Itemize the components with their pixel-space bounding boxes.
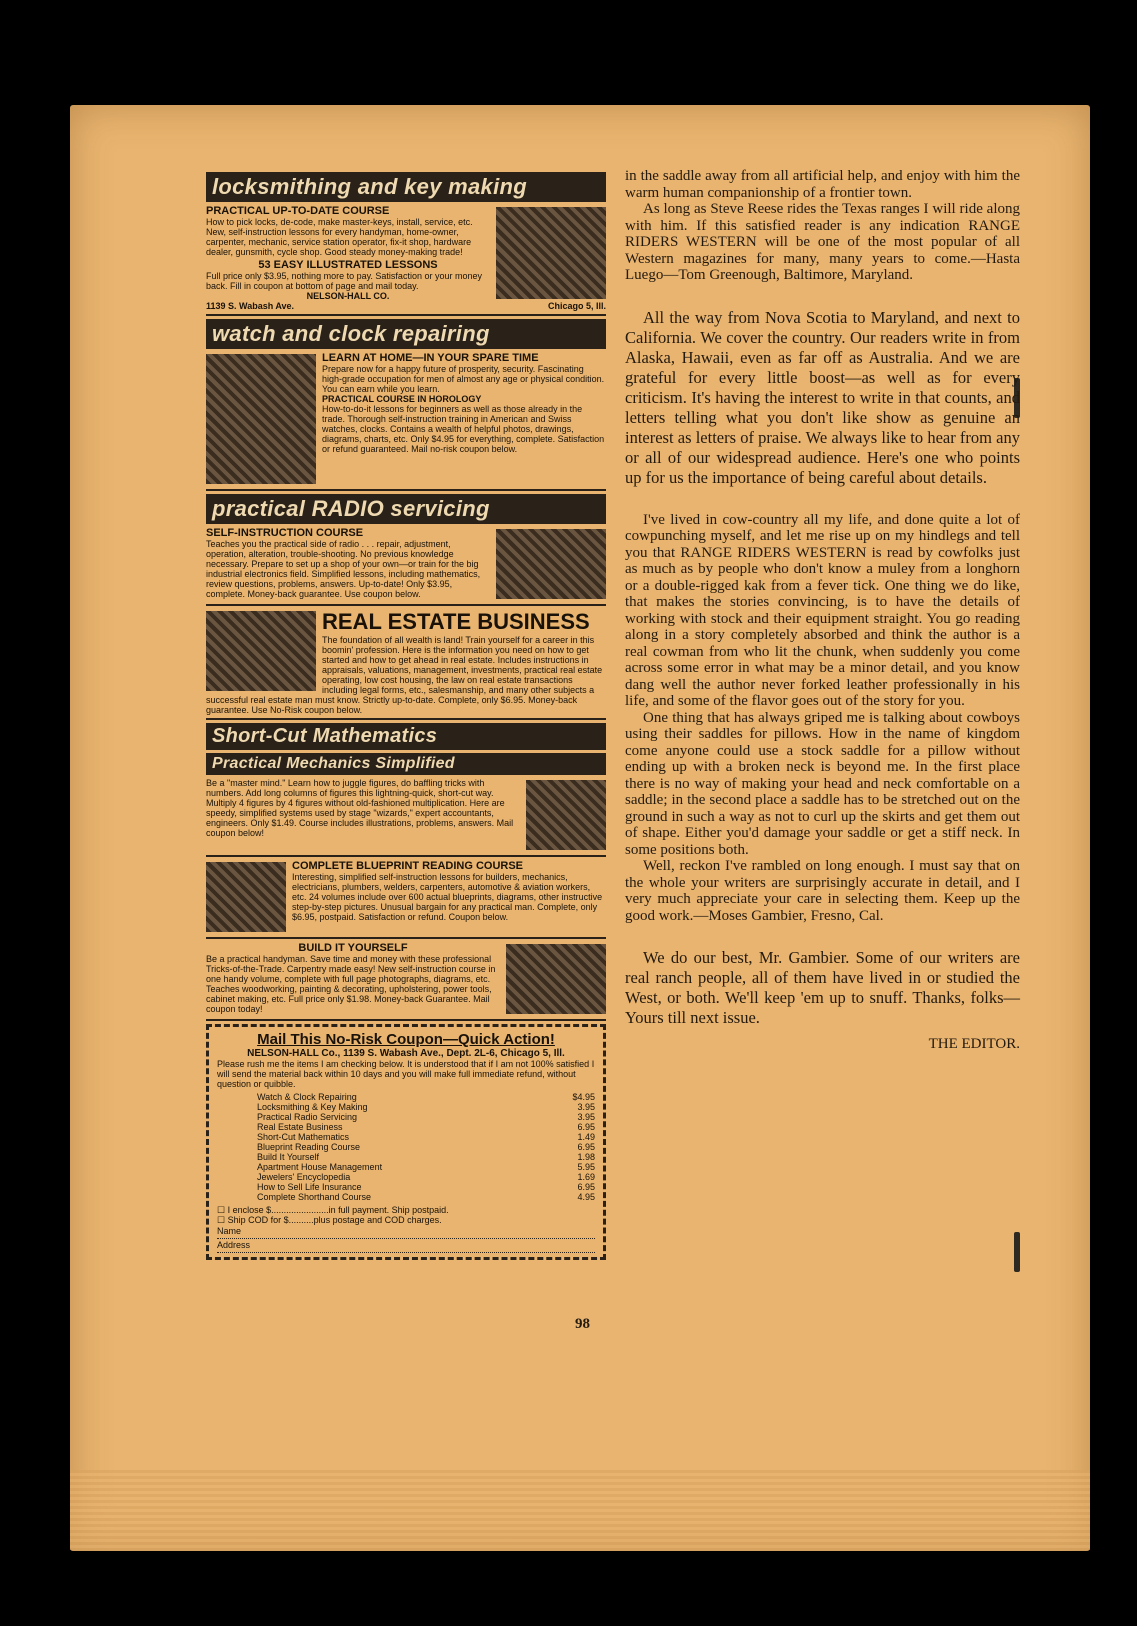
ad-text: Be a "master mind." Learn how to juggle figures, do baffling tricks with numbers. Add long columns of figures this lightning-quick, short-cut way. Multiply 4 figures by 4 figures without old-fashioned multiplication. Here are speedy, simplified systems used by stage "wizards," expert accountants, engineers. Only $1.49. Course includes illustrations, problems, answers. Mail coupon below! — [206, 778, 514, 838]
coupon-item-label: Blueprint Reading Course — [257, 1142, 361, 1152]
coupon-item-price: 6.95 — [577, 1142, 595, 1152]
ad-text: Teaches you the practical side of radio . . . repair, adjustment, operation, alteration, trouble-shooting. No previous knowledge necessary. Prepare to set up a shop of your own—or train for the big industrial electronics field. Simplified lessons, including mathematics, review questions, problems, answers. Up-to-date! Only $3.95, complete. Money-back guarantee. Use coupon below. — [206, 539, 481, 599]
ad-banner: Short-Cut Mathematics — [206, 723, 606, 750]
address-label: Address — [217, 1240, 251, 1250]
coupon-item-label: Build It Yourself — [257, 1152, 320, 1162]
letter-2-para-2: One thing that has always griped me is talking about cowboys using their saddles for pillows. How in the name of kingdom come anyone could use a stock saddle for a pillow without ending up with a broken neck is beyond me. In the first place there is no way of making your head and neck comfortable on a saddle; in the second place a saddle has to be stretched out on the ground in such a way as not to curl up the skirts and get them out of shape. Either you'd damage your saddle or get a stiff neck. In some positions both. — [625, 709, 1020, 858]
coupon-item-label: How to Sell Life Insurance — [257, 1182, 362, 1192]
office-illustration — [206, 611, 316, 691]
coupon-item-label: Watch & Clock Repairing — [257, 1092, 357, 1102]
ad-math — [206, 723, 606, 857]
ad-blueprint — [206, 860, 606, 939]
company-name: NELSON-HALL CO. — [306, 291, 390, 301]
ad-banner: watch and clock repairing — [206, 319, 606, 349]
company-address — [206, 301, 606, 311]
ad-build — [206, 942, 606, 1021]
ad-headline: REAL ESTATE BUSINESS — [322, 609, 590, 634]
name-label: Name — [217, 1226, 242, 1236]
ad-headline: LEARN AT HOME—IN YOUR SPARE TIME — [322, 352, 539, 364]
coupon-item[interactable] — [257, 1112, 595, 1122]
ad-text: The foundation of all wealth is land! Train yourself for a career in this boomin' profession. Here is the information you need on how to get started and how to get ahead in real estate. Includes instructions in appraisals, valuations, management, investments, practical real estate operating, low cost housing, the law on real estate transactions including legal forms, etc., salesmanship, and many other subjects a successful real estate man must know. Strictly up-to-date. Complete, only $6.95. Money-back guarantee. Use No-Risk coupon below. — [206, 635, 603, 715]
coupon-item[interactable] — [257, 1092, 595, 1102]
page-number: 98 — [575, 1316, 590, 1332]
letter-2-para-1: I've lived in cow-country all my life, and done quite a lot of cowpunching myself, and let me rise up on my hindlegs and tell you that RANGE RIDERS WESTERN is read by cowfolks just as much as by people who don't know a muley from a longhorn or a double-rigged kak from a fever tick. One thing we do like, that makes the stories convincing, is to have the details of working with stock and their equipment straight. You go reading along in a story completely absorbed and think the author is a real cowman from who lit the chunk, when suddenly you come across some error in what may be a minor detail, and you know dang well the author never forked leather professionally in his life, and some of the flavor goes out of the story for you. — [625, 511, 1020, 709]
coupon-item[interactable] — [257, 1122, 595, 1132]
coupon-item-label: Locksmithing & Key Making — [257, 1102, 368, 1112]
coupon-item-price: 4.95 — [577, 1192, 595, 1202]
ad-text: How to pick locks, de-code, make master-keys, install, service, etc. New, self-instruction lessons for every handyman, home-owner, carpenter, mechanic, service station operator, fix-it shop, hardware dealer, gunsmith, cycle shop. Good steady money-making trade! — [206, 217, 473, 257]
ad-headline: SELF-INSTRUCTION COURSE — [206, 527, 364, 539]
books-illustration — [206, 862, 286, 932]
ad-banner-sub: Practical Mechanics Simplified — [206, 753, 606, 775]
coupon-item-label: Short-Cut Mathematics — [257, 1132, 350, 1142]
tools-illustration — [506, 944, 606, 1014]
ad-subhead: 53 EASY ILLUSTRATED LESSONS — [258, 259, 438, 271]
ad-banner: locksmithing and key making — [206, 172, 606, 202]
coupon-item-price: 3.95 — [577, 1102, 595, 1112]
watchmaker-illustration — [206, 354, 316, 484]
coupon-item-price: 1.98 — [577, 1152, 595, 1162]
letter-2-para-3: Well, reckon I've rambled on long enough. I must say that on the whole your writers are surprisingly accurate in detail, and I very much appreciate your care in selecting them. Keep up the good work.—Moses Gambier, Fresno, Cal. — [625, 858, 1020, 924]
staple-bottom — [1014, 1232, 1020, 1272]
ad-text: How-to-do-it lessons for beginners as well as those already in the trade. Thorough self-instruction training in American and Swiss watches, clocks. Contains a wealth of helpful photos, drawings, diagrams, charts, etc. Only $4.95 for everything, complete. Satisfaction or refund guaranteed. Mail no-risk coupon below. — [322, 404, 605, 454]
math-symbols-illustration — [526, 780, 606, 850]
coupon-item-price: 5.95 — [577, 1162, 595, 1172]
editor-reply: We do our best, Mr. Gambier. Some of our writers are real ranch people, all of them have lived in or studied the West, or both. We'll keep 'em up to snuff. Thanks, folks—Yours till next issue. — [625, 948, 1020, 1027]
street: 1139 S. Wabash Ave. — [206, 301, 295, 311]
ad-radio — [206, 494, 606, 606]
coupon-address: NELSON-HALL Co., 1139 S. Wabash Ave., Dept. 2L-6, Chicago 5, Ill. — [247, 1048, 565, 1059]
ad-headline: BUILD IT YOURSELF — [298, 942, 408, 954]
ad-headline: COMPLETE BLUEPRINT READING COURSE — [292, 860, 524, 872]
coupon-item-label: Practical Radio Servicing — [257, 1112, 358, 1122]
coupon-item[interactable] — [257, 1102, 595, 1112]
coupon-item[interactable] — [257, 1162, 595, 1172]
coupon-item-label: Real Estate Business — [257, 1122, 343, 1132]
page-edge — [70, 1470, 1090, 1550]
ad-locksmithing — [206, 172, 606, 316]
ad-banner: practical RADIO servicing — [206, 494, 606, 524]
coupon-item[interactable] — [257, 1172, 595, 1182]
ad-text: Full price only $3.95, nothing more to pay. Satisfaction or your money back. Fill in coupon at bottom of page and mail today. — [206, 271, 482, 291]
key-illustration — [496, 207, 606, 299]
editor-intro: All the way from Nova Scotia to Maryland, and next to California. We cover the country. Our readers write in from Alaska, Hawaii, even as far off as Australia. And we are grateful for every little boost—as well as for every criticism. It's having the interest to write in that counts, and letters telling what you don't like show as genuine an interest as letters of praise. We always like to hear from any or all of our widespread audience. Here's one who points up for us the importance of being careful about details. — [625, 307, 1020, 487]
letter-1-continued: in the saddle away from all artificial help, and enjoy with him the warm human companionship of a frontier town. — [625, 168, 1020, 201]
coupon-name-field[interactable] — [217, 1225, 595, 1239]
ad-subhead: PRACTICAL COURSE IN HOROLOGY — [322, 394, 482, 404]
coupon-item-price: 6.95 — [577, 1182, 595, 1192]
coupon-item[interactable] — [257, 1132, 595, 1142]
radio-man-illustration — [496, 529, 606, 599]
coupon-item[interactable] — [257, 1142, 595, 1152]
editor-signoff: THE EDITOR. — [928, 1036, 1020, 1052]
ad-watch-repair — [206, 319, 606, 491]
coupon-item[interactable] — [257, 1152, 595, 1162]
order-coupon — [206, 1024, 606, 1260]
coupon-item-label: Apartment House Management — [257, 1162, 383, 1172]
ad-real-estate — [206, 609, 606, 720]
coupon-item[interactable] — [257, 1192, 595, 1202]
coupon-item-price: $4.95 — [572, 1092, 595, 1102]
ad-text: Be a practical handyman. Save time and money with these professional Tricks-of-the-Trade. Carpentry made easy! New self-instruction course in one handy volume, complete with full page photographs, diagrams, etc. Teaches woodworking, painting & decorating, upholstering, power tools, cabinet making, etc. Full price only $1.98. Money-back Guarantee. Mail coupon today! — [206, 954, 496, 1014]
letters-column — [625, 168, 1020, 1053]
coupon-enclose[interactable]: ☐ I enclose $.......................in full payment. Ship postpaid. — [217, 1205, 449, 1215]
coupon-item-label: Complete Shorthand Course — [257, 1192, 372, 1202]
coupon-item[interactable] — [257, 1182, 595, 1192]
city: Chicago 5, Ill. — [547, 301, 606, 311]
coupon-intro: Please rush me the items I am checking below. It is understood that if I am not 100% satisfied I will send the material back within 10 days and you will make full immediate refund, without question or quibble. — [217, 1059, 595, 1089]
coupon-item-price: 1.69 — [577, 1172, 595, 1182]
ad-text: Interesting, simplified self-instruction lessons for builders, mechanics, electricians, plumbers, welders, carpenters, automotive & aviation workers, etc. 24 volumes include over 600 actual blueprints, diagrams, other instructive step-by-step pictures. Unusual bargain for any practical man. Complete, only $6.95, postpaid. Satisfaction or refund. Coupon below. — [292, 872, 603, 922]
coupon-item-price: 6.95 — [577, 1122, 595, 1132]
ad-text: Prepare now for a happy future of prosperity, security. Fascinating high-grade occupation for men of almost any age or physical condition. You can earn while you learn. — [322, 364, 605, 394]
coupon-cod[interactable]: ☐ Ship COD for $..........plus postage and COD charges. — [217, 1215, 442, 1225]
coupon-item-price: 3.95 — [577, 1112, 595, 1122]
letter-1-closing: As long as Steve Reese rides the Texas ranges I will ride along with him. If this satisfied reader is any indication RANGE RIDERS WESTERN will be one of the most popular of all Western magazines for many, many years to come.—Hasta Luego—Tom Greenough, Baltimore, Maryland. — [625, 201, 1020, 283]
coupon-title: Mail This No-Risk Coupon—Quick Action! — [257, 1031, 555, 1048]
coupon-address-field[interactable] — [217, 1239, 595, 1253]
coupon-item-price: 1.49 — [577, 1132, 595, 1142]
coupon-item-label: Jewelers' Encyclopedia — [257, 1172, 351, 1182]
ad-column — [206, 172, 606, 1260]
ad-headline: PRACTICAL UP-TO-DATE COURSE — [206, 205, 390, 217]
coupon-item-list — [257, 1092, 595, 1202]
